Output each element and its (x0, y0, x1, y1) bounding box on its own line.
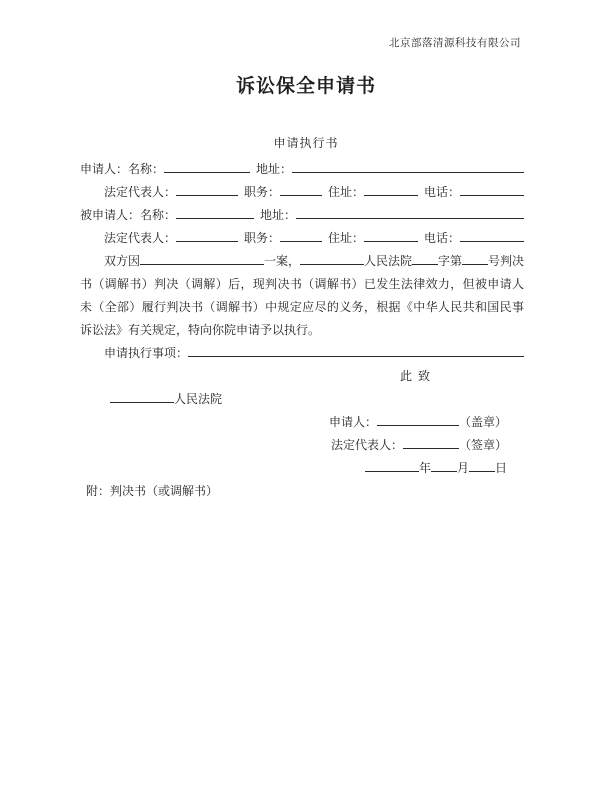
signature-rep-line (80, 434, 524, 457)
blank-field (412, 251, 438, 265)
attachment-line-text: 附：判决书（或调解书） (86, 484, 219, 498)
salutation-line-text: 此 致 (400, 369, 431, 383)
blank-field (431, 458, 457, 472)
respondent-rep-line-text: 职务： (238, 231, 281, 245)
signature-applicant-line-text: （盖章） (458, 415, 507, 429)
date-line-text: 年 (418, 461, 431, 475)
blank-field (188, 343, 524, 357)
attachment-line (80, 480, 524, 503)
respondent-rep-line (80, 227, 524, 250)
case-paragraph-line-2 (80, 273, 524, 296)
case-paragraph-line-1-text: 字第 (437, 254, 462, 268)
form-lines (80, 158, 524, 503)
blank-field (364, 182, 418, 196)
applicant-rep-line-text: 住址： (322, 185, 365, 199)
case-paragraph-line-1-text: 号判决 (488, 254, 525, 268)
applicant-line-text: 地址： (250, 162, 293, 176)
blank-field (403, 435, 459, 449)
case-paragraph-line-1-text: 一案， (263, 254, 300, 268)
applicant-line-text: 申请人：名称： (80, 162, 165, 176)
date-line-text: 月 (456, 461, 469, 475)
blank-field (469, 458, 495, 472)
respondent-rep-line-text: 住址： (322, 231, 365, 245)
case-paragraph-line-1-text: 双方因 (104, 254, 141, 268)
court-line (80, 388, 524, 411)
blank-field (364, 228, 418, 242)
blank-field (176, 182, 238, 196)
case-paragraph-line-1 (80, 250, 524, 273)
blank-field (176, 205, 254, 219)
case-paragraph-line-4-text: 诉讼法》有关规定，特向你院申请予以执行。 (80, 323, 321, 337)
signature-rep-line-text: 法定代表人： (330, 438, 403, 452)
blank-field (460, 228, 524, 242)
respondent-line-text: 地址： (254, 208, 297, 222)
court-line-text: 人民法院 (174, 392, 223, 406)
blank-field (280, 182, 322, 196)
document-subtitle: 申请执行书 (273, 136, 339, 150)
execution-request-line-text: 申请执行事项： (104, 346, 189, 360)
case-paragraph-line-3-text: 未（全部）履行判决书（调解书）中规定应尽的义务，根据《中华人民共和国民事 (80, 300, 524, 314)
respondent-line (80, 204, 524, 227)
date-line (80, 457, 524, 480)
blank-field (164, 159, 250, 173)
document-title: 诉讼保全申请书 (235, 76, 376, 97)
salutation-line (80, 365, 524, 388)
applicant-rep-line-text: 电话： (418, 185, 461, 199)
applicant-rep-line-text: 职务： (238, 185, 281, 199)
case-paragraph-line-3 (80, 296, 524, 319)
execution-request-line (80, 342, 524, 365)
blank-field (460, 182, 524, 196)
blank-field (110, 389, 174, 403)
blank-field (140, 251, 264, 265)
blank-field (296, 205, 524, 219)
applicant-rep-line-text: 法定代表人： (104, 185, 177, 199)
case-paragraph-line-2-text: 书（调解书）判决（调解）后，现判决书（调解书）已发生法律效力，但被申请人 (80, 277, 524, 291)
blank-field (176, 228, 238, 242)
signature-applicant-line (80, 411, 524, 434)
date-line-text: 日 (494, 461, 507, 475)
blank-field (292, 159, 524, 173)
applicant-line (80, 158, 524, 181)
respondent-line-text: 被申请人：名称： (80, 208, 177, 222)
case-paragraph-line-4 (80, 319, 524, 342)
signature-applicant-line-text: 申请人： (328, 415, 377, 429)
case-paragraph-line-1-text: 人民法院 (363, 254, 412, 268)
blank-field (365, 458, 419, 472)
applicant-rep-line (80, 181, 524, 204)
blank-field (377, 412, 459, 426)
blank-field (300, 251, 364, 265)
company-header: 北京部落清源科技有限公司 (389, 38, 521, 49)
respondent-rep-line-text: 电话： (418, 231, 461, 245)
respondent-rep-line-text: 法定代表人： (104, 231, 177, 245)
blank-field (462, 251, 488, 265)
blank-field (280, 228, 322, 242)
signature-rep-line-text: （签章） (458, 438, 507, 452)
